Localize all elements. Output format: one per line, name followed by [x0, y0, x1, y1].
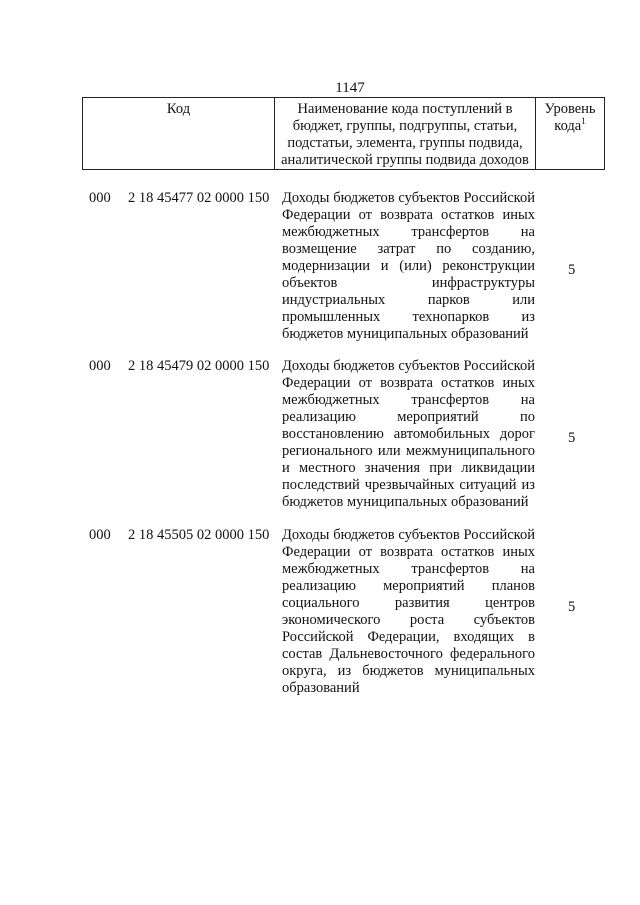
- admin-code: 000: [89, 527, 111, 543]
- code-level: 5: [568, 599, 576, 615]
- revenue-code: 2 18 45477 02 0000 150: [128, 190, 270, 206]
- header-code-label: Код: [166, 101, 191, 117]
- header-name-label: Наименование кода поступлений в бюджет, группы, подгруппы, статьи, подстатьи, элемента, группы подвида, аналитической группы подвида доходов: [281, 101, 529, 168]
- header-name-cell: [275, 98, 536, 170]
- page-number: 1147: [335, 80, 365, 96]
- revenue-code: 2 18 45505 02 0000 150: [128, 527, 270, 543]
- code-level: 5: [568, 262, 576, 278]
- header-table: [82, 97, 605, 170]
- revenue-code: 2 18 45479 02 0000 150: [128, 358, 270, 374]
- header-level-label: Уровень кода: [544, 101, 596, 134]
- header-code-cell: [83, 98, 275, 170]
- revenue-name: Доходы бюджетов субъектов Российской Федерации от возврата остатков иных межбюджетных трансфертов на возмещение затрат по созданию, модернизации и (или) реконструкции объектов инфраструктуры индустриальных парков или промышленных технопарков из бюджетов муниципальных образований: [282, 190, 535, 342]
- admin-code: 000: [89, 190, 111, 206]
- code-level: 5: [568, 430, 576, 446]
- revenue-name: Доходы бюджетов субъектов Российской Федерации от возврата остатков иных межбюджетных трансфертов на реализацию мероприятий планов социального развития центров экономического роста субъектов Российской Федерации, входящих в состав Дальневосточного федерального округа, из бюджетов муниципальных образований: [282, 527, 535, 696]
- header-level-cell: [536, 98, 605, 170]
- revenue-name: Доходы бюджетов субъектов Российской Федерации от возврата остатков иных межбюджетных трансфертов на реализацию мероприятий по восстановлению автомобильных дорог регионального или межмуниципального и местного значения при ликвидации последствий чрезвычайных ситуаций из бюджетов муниципальных образований: [282, 358, 535, 510]
- admin-code: 000: [89, 358, 111, 374]
- footnote-marker: 1: [581, 116, 586, 127]
